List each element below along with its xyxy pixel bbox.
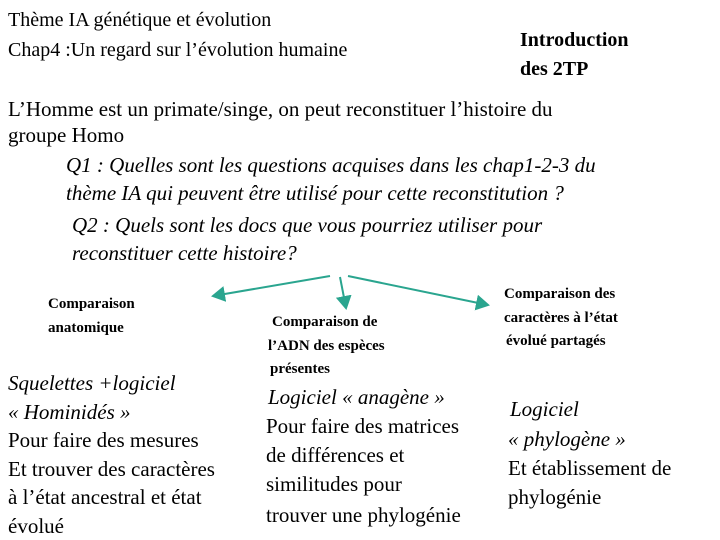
left-body-1: Squelettes +logiciel [8,371,176,395]
title-line-1: Thème IA génétique et évolution [8,9,272,31]
middle-heading-1: Comparaison de [272,314,378,330]
right-body-4: phylogénie [508,485,602,509]
title-line-2: Chap4 :Un regard sur l’évolution humaine [8,39,348,61]
right-body-2: « phylogène » [508,427,626,451]
left-body-6: évolué [8,514,64,538]
middle-body-1: Logiciel « anagène » [268,385,445,409]
arrow-right [348,276,488,305]
intro-line-2: groupe Homo [8,123,125,147]
question-2-line-2: reconstituer cette histoire? [72,241,297,265]
right-body-3: Et établissement de [508,456,672,480]
right-body-1: Logiciel [510,397,579,421]
intro-line-1: L’Homme est un primate/singe, on peut reconstituer l’histoire du [8,97,553,121]
right-heading-1: Comparaison des [504,286,616,302]
middle-body-2: Pour faire des matrices [266,414,460,438]
left-body-2: « Hominidés » [8,400,131,424]
question-1-line-1: Q1 : Quelles sont les questions acquises dans les chap1-2-3 du [66,153,596,177]
right-heading-2: caractères à l’état [504,310,618,326]
question-2-line-1: Q2 : Quels sont les docs que vous pourriez utiliser pour [72,213,543,237]
intro-title-line-2: des 2TP [520,58,589,80]
intro-title-line-1: Introduction [520,29,629,51]
arrow-middle [340,277,346,308]
question-1-line-2: thème IA qui peuvent être utilisé pour cette reconstitution ? [66,181,564,205]
middle-body-5: trouver une phylogénie [266,503,461,527]
left-body-5: à l’état ancestral et état [8,485,202,509]
middle-body-3: de différences et [266,443,405,467]
middle-body-4: similitudes pour [266,472,402,496]
middle-heading-3: présentes [270,361,330,377]
middle-heading-2: l’ADN des espèces [268,338,385,354]
left-body-3: Pour faire des mesures [8,428,199,452]
right-heading-3: évolué partagés [506,333,606,349]
left-heading-1: Comparaison [48,296,135,312]
left-body-4: Et trouver des caractères [8,457,215,481]
left-heading-2: anatomique [48,320,124,336]
arrow-left [213,276,330,296]
